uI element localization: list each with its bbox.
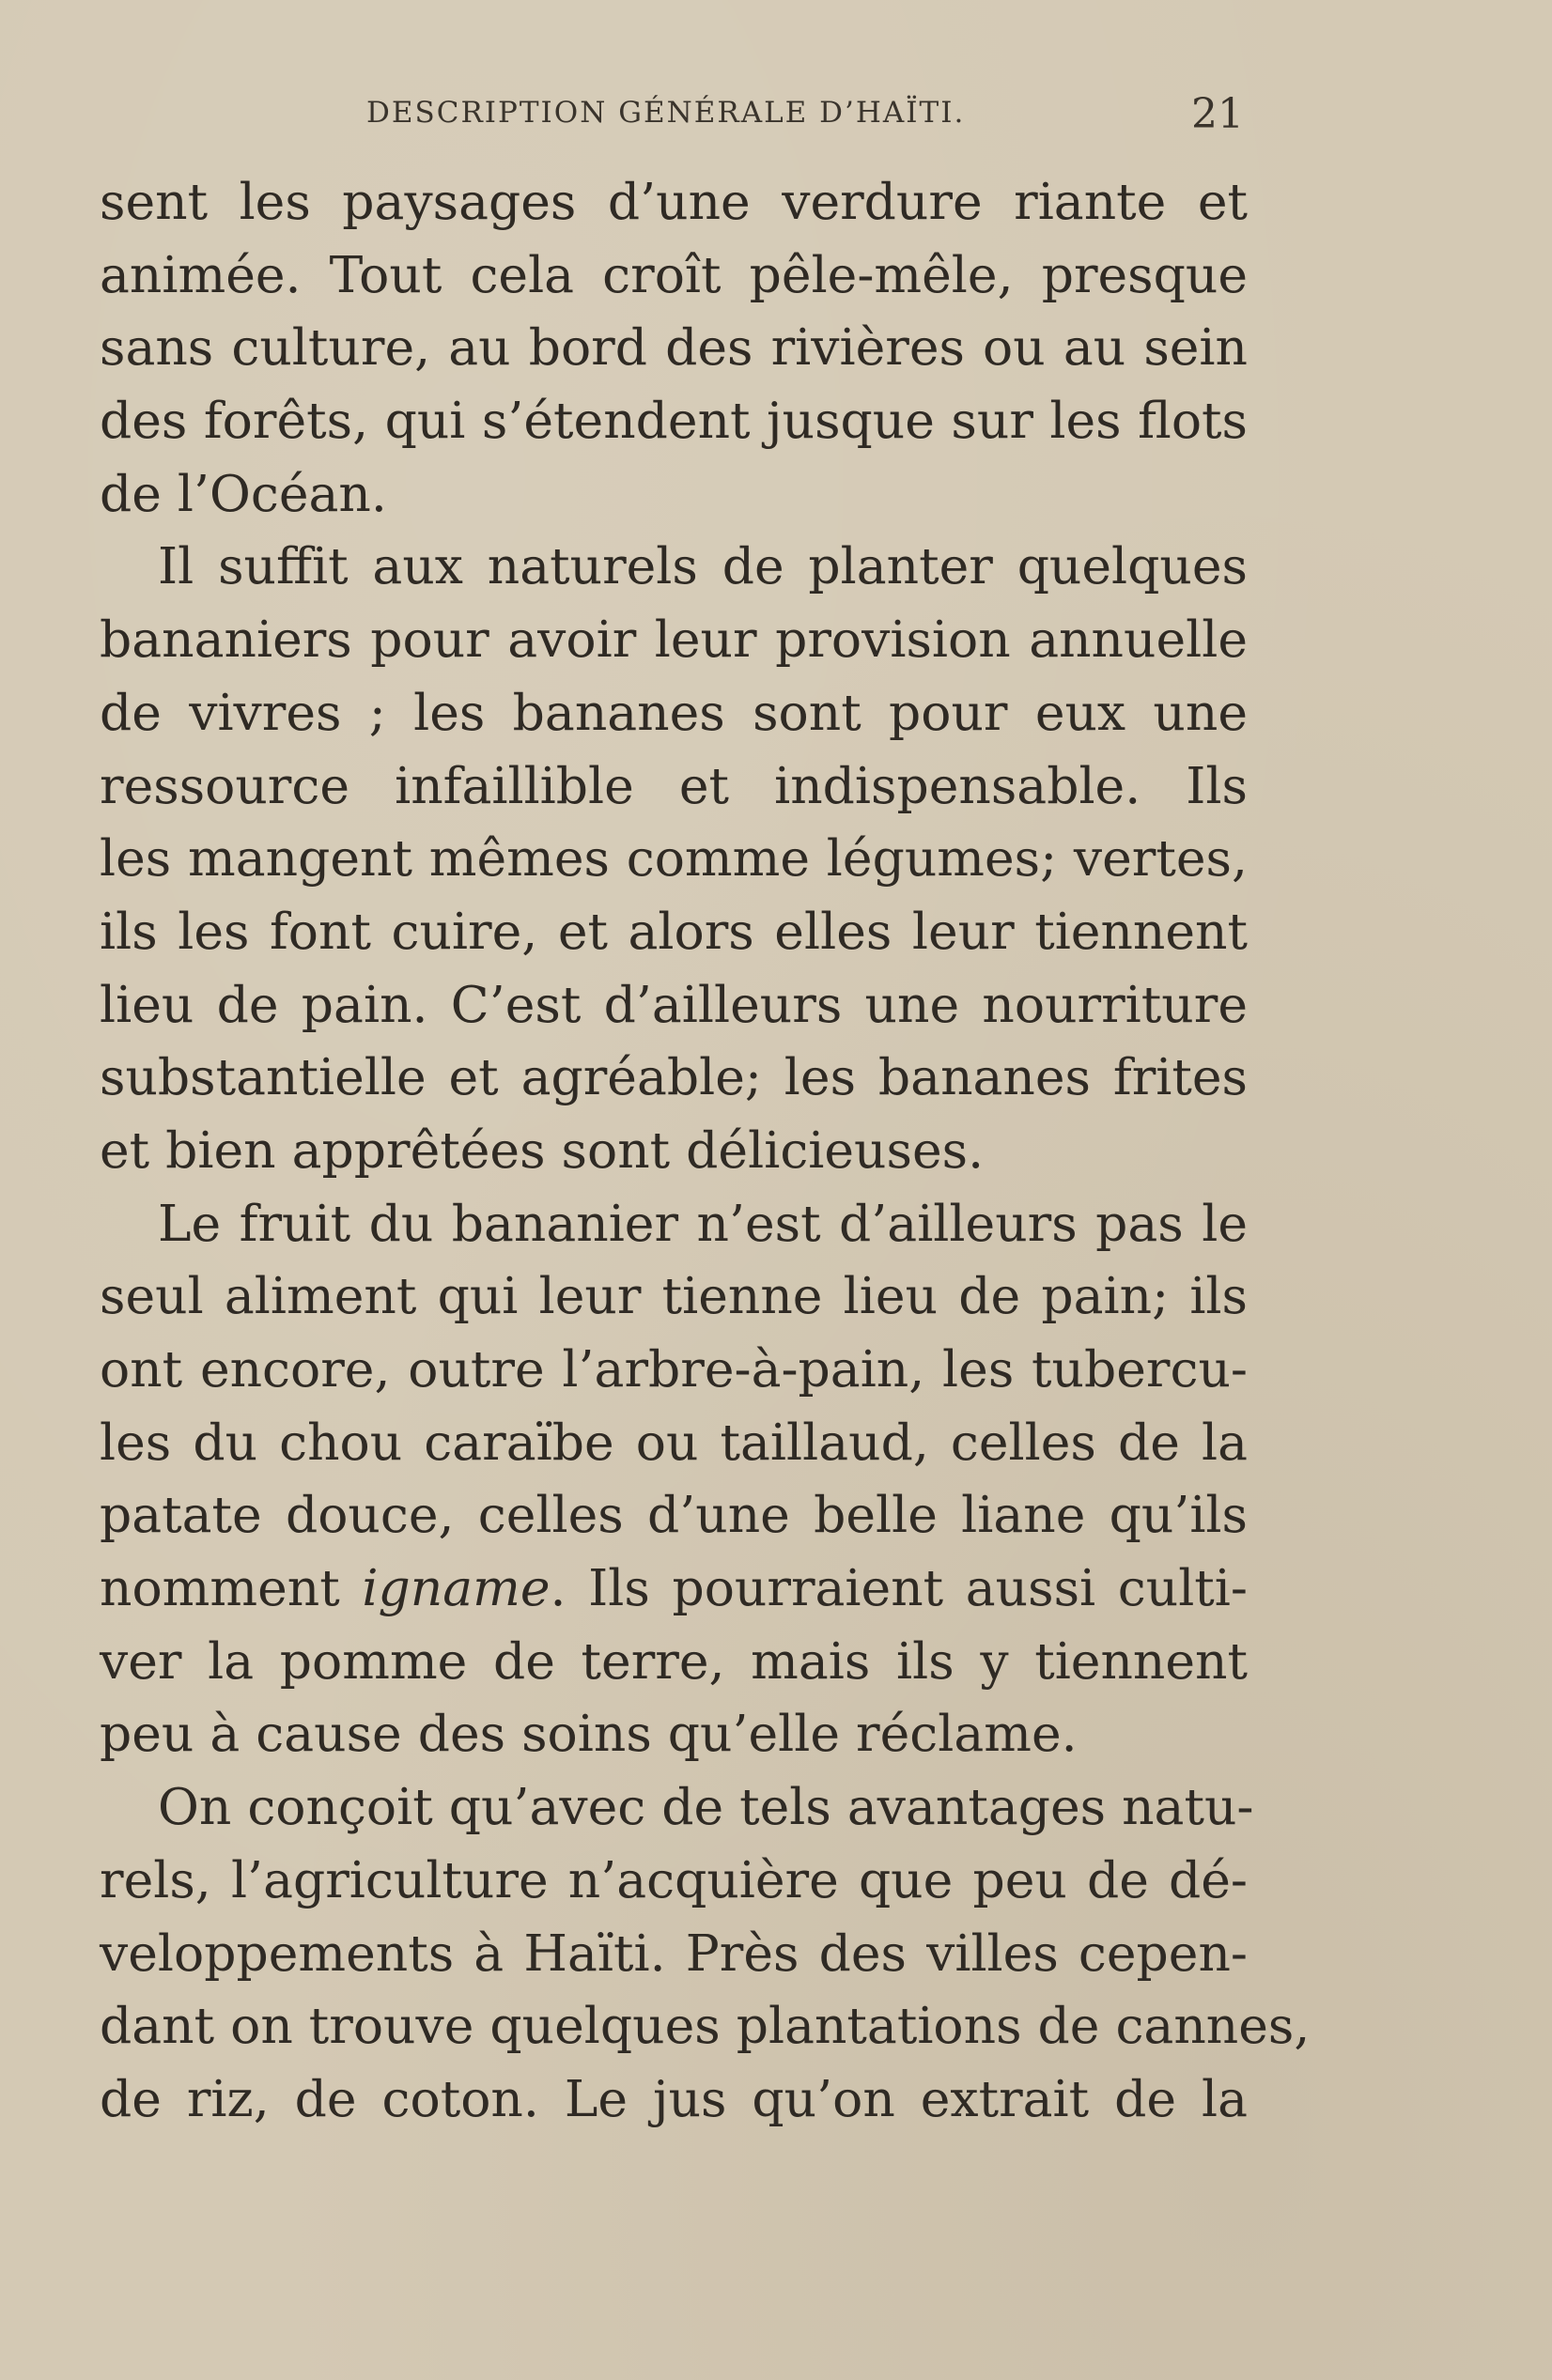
- text-line: sans culture, au bord des rivières ou au sein: [100, 317, 1248, 378]
- text-line: ont encore, outre l’arbre-à-pain, les tubercu-: [100, 1339, 1248, 1399]
- text-line: des forêts, qui s’étendent jusque sur les flots: [100, 391, 1248, 451]
- text-line: de vivres ; les bananes sont pour eux une: [100, 682, 1248, 742]
- text-line: seul aliment qui leur tienne lieu de pain; ils: [100, 1266, 1248, 1326]
- text-line: Il suffit aux naturels de planter quelques: [158, 536, 1248, 596]
- text-line: les du chou caraïbe ou taillaud, celles de la: [100, 1412, 1248, 1472]
- text-line: bananiers pour avoir leur provision annuelle: [100, 610, 1248, 670]
- text-line: Le fruit du bananier n’est d’ailleurs pas le: [158, 1193, 1248, 1253]
- running-title: DESCRIPTION GÉNÉRALE D’HAÏTI.: [366, 96, 966, 130]
- text-line: rels, l’agriculture n’acquière que peu de dé-: [100, 1849, 1248, 1909]
- text-line: ils les font cuire, et alors elles leur tiennent: [100, 901, 1248, 961]
- text-line-with-italic: [100, 1552, 1248, 1625]
- text-line: ressource infaillible et indispensable. Ils: [100, 755, 1248, 815]
- text-line: On conçoit qu’avec de tels avantages natu-: [158, 1777, 1254, 1837]
- text-line: ver la pomme de terre, mais ils y tiennent: [100, 1630, 1248, 1691]
- text-line: veloppements à Haïti. Près des villes cepen-: [100, 1923, 1248, 1983]
- text-line: dant on trouve quelques plantations de cannes,: [100, 1996, 1311, 2056]
- page-number: 21: [1191, 90, 1244, 138]
- text-line: de riz, de coton. Le jus qu’on extrait de la: [100, 2068, 1248, 2128]
- text-run: . Ils pourraient aussi culti-: [550, 1558, 1248, 1618]
- text-line: et bien apprêtées sont délicieuses.: [100, 1120, 985, 1180]
- body-text: [100, 165, 1311, 2136]
- text-line: sent les paysages d’une verdure riante et: [100, 172, 1248, 231]
- text-run: nomment: [100, 1558, 340, 1618]
- text-line: animée. Tout cela croît pêle-mêle, presque: [100, 244, 1248, 304]
- italic-word: igname: [362, 1558, 551, 1618]
- text-line: substantielle et agréable; les bananes frites: [100, 1047, 1248, 1107]
- text-line: de l’Océan.: [100, 463, 387, 523]
- text-line: patate douce, celles d’une belle liane qu’ils: [100, 1485, 1248, 1545]
- text-line: les mangent mêmes comme légumes; vertes,: [100, 828, 1248, 889]
- text-line: peu à cause des soins qu’elle réclame.: [100, 1704, 1078, 1764]
- text-line: lieu de pain. C’est d’ailleurs une nourriture: [100, 974, 1248, 1034]
